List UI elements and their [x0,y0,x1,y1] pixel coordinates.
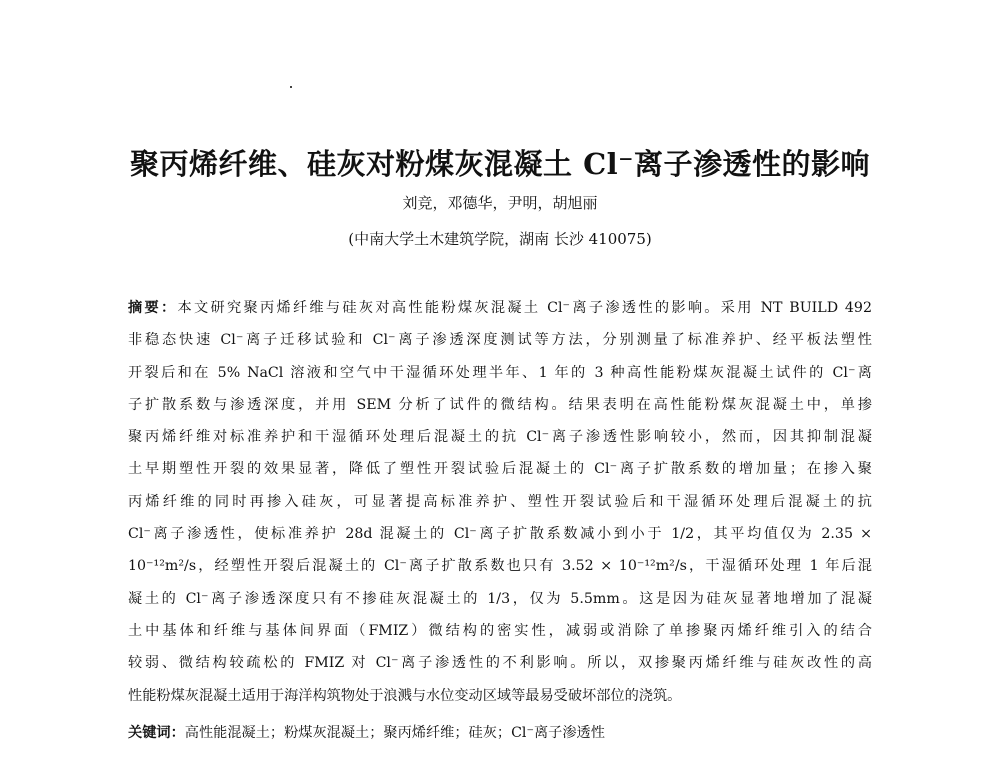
abstract [128,292,872,712]
paper-title: 聚丙烯纤维、硅灰对粉煤灰混凝土 Cl⁻离子渗透性的影响 [129,147,870,181]
scan-speck [290,86,292,88]
keywords [128,722,872,742]
keywords-text: 高性能混凝土；粉煤灰混凝土；聚丙烯纤维；硅灰；Cl⁻离子渗透性 [184,725,605,741]
abstract-line: 性能粉煤灰混凝土适用于海洋构筑物处于浪溅与水位变动区域等最易受破坏部位的浇筑。 [128,687,682,704]
abstract-line: 聚丙烯纤维对标准养护和干湿循环处理后混凝土的抗 Cl⁻离子渗透性影响较小，然而，因其抑制混凝 [128,429,872,446]
affiliation: (中南大学土木建筑学院，湖南 长沙 410075) [348,230,652,248]
abstract-line: 10⁻¹²m²/s，经塑性开裂后混凝土的 Cl⁻离子扩散系数也只有 3.52 × 10⁻¹²m²/s，干湿循环处理 1 年后混 [128,558,872,575]
abstract-line: 丙烯纤维的同时再掺入硅灰，可显著提高标准养护、塑性开裂试验后和干湿循环处理后混凝土的抗 [128,493,872,510]
keywords-label: 关键词： [128,725,185,741]
abstract-label: 摘要： [128,300,178,316]
author-list: 刘竞，邓德华，尹明，胡旭丽 [402,194,598,212]
abstract-line: 较弱、微结构较疏松的 FMIZ 对 Cl⁻离子渗透性的不利影响。所以，双掺聚丙烯纤维与硅灰改性的高 [128,655,872,672]
abstract-line: Cl⁻离子渗透性，使标准养护 28d 混凝土的 Cl⁻离子扩散系数减小到小于 1/2，其平均值仅为 2.35 × [128,526,872,543]
abstract-line: 土中基体和纤维与基体间界面（FMIZ）微结构的密实性，减弱或消除了单掺聚丙烯纤维引入的结合 [128,622,872,639]
abstract-line: 非稳态快速 Cl⁻离子迁移试验和 Cl⁻离子渗透深度测试等方法，分别测量了标准养护、经平板法塑性 [128,332,872,349]
abstract-text: 本文研究聚丙烯纤维与硅灰对高性能粉煤灰混凝土 Cl⁻离子渗透性的影响。采用 NT BUILD 492 [177,300,872,316]
abstract-line: 凝土的 Cl⁻离子渗透深度只有不掺硅灰混凝土的 1/3，仅为 5.5mm。这是因为硅灰显著地增加了混凝 [128,590,872,607]
abstract-line: 开裂后和在 5% NaCl 溶液和空气中干湿循环处理半年、1 年的 3 种高性能粉煤灰混凝土试件的 Cl⁻离 [128,364,872,381]
abstract-line: 子扩散系数与渗透深度，并用 SEM 分析了试件的微结构。结果表明在高性能粉煤灰混凝土中，单掺 [128,396,872,413]
abstract-line: 土早期塑性开裂的效果显著，降低了塑性开裂试验后混凝土的 Cl⁻离子扩散系数的增加量；在掺入聚 [128,461,872,478]
abstract-line [128,292,872,324]
